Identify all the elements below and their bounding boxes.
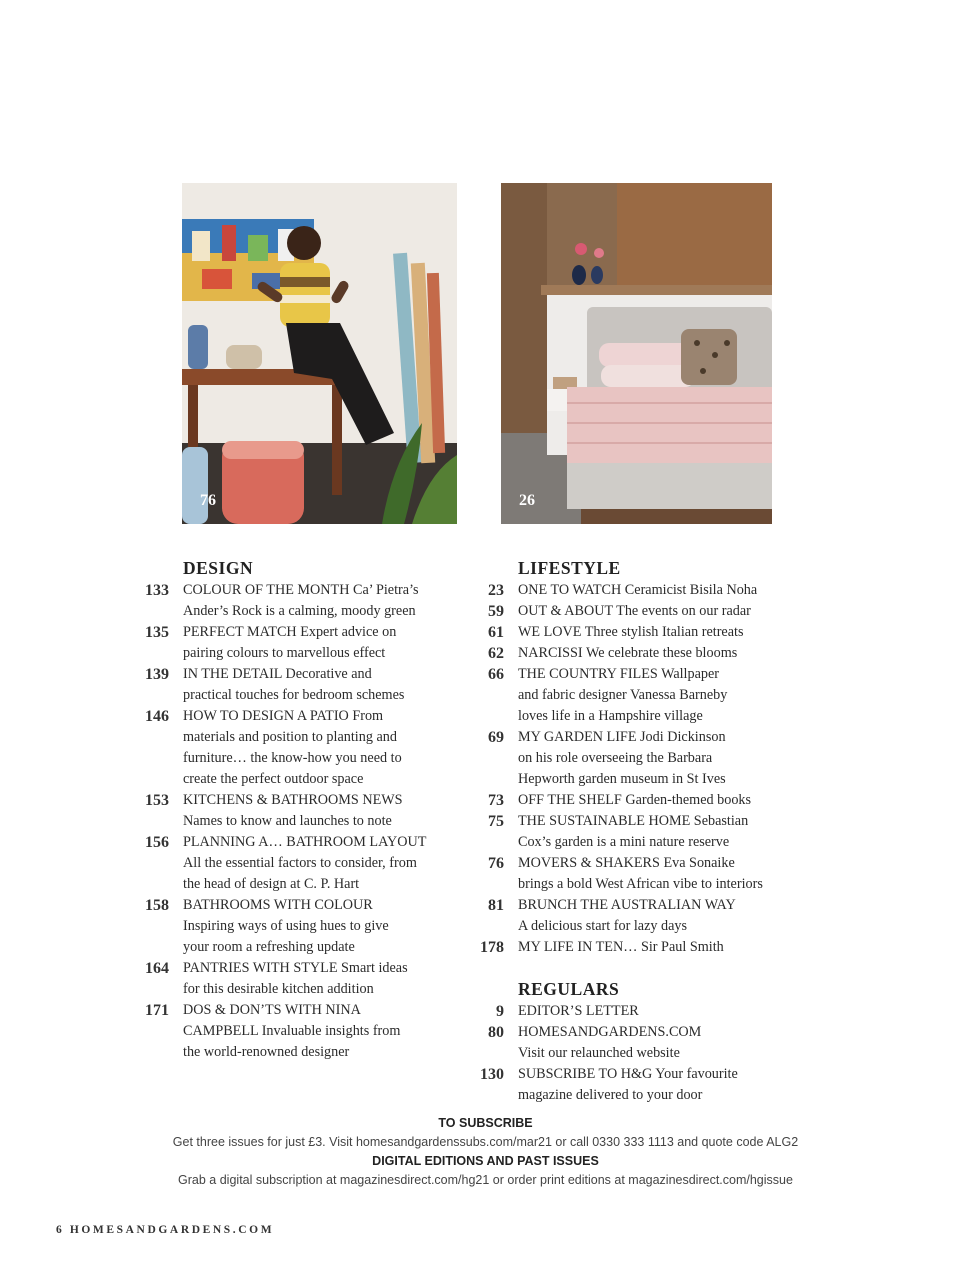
entry-page-number: 135 [145, 624, 169, 641]
subscribe-text[interactable]: Get three issues for just £3. Visit homesandgardenssubs.com/mar21 or call 0330 333 1113 and quote code ALG2 [172, 1135, 799, 1149]
entry-line: create the perfect outdoor space [183, 771, 364, 787]
contents-entry[interactable] [470, 790, 790, 811]
entry-page-number: 130 [480, 1066, 504, 1083]
contents-entry[interactable] [470, 664, 790, 727]
entry-page-number: 61 [488, 624, 504, 641]
contents-entry[interactable] [135, 1000, 465, 1063]
entry-page-number: 76 [488, 855, 504, 872]
feature-photo-bedroom[interactable] [501, 183, 772, 524]
contents-entry[interactable] [470, 1001, 790, 1022]
entry-line: EDITOR’S LETTER [518, 1003, 639, 1019]
entry-line: MOVERS & SHAKERS Eva Sonaike [518, 855, 735, 871]
contents-entry[interactable] [470, 853, 790, 895]
entry-description [183, 958, 465, 1000]
entry-description [183, 664, 465, 706]
entry-line: KITCHENS & BATHROOMS NEWS [183, 792, 403, 808]
entry-description [518, 643, 790, 664]
entry-page-number: 133 [145, 582, 169, 599]
photo-page-number: 26 [519, 492, 535, 509]
entry-line: CAMPBELL Invaluable insights from [183, 1023, 401, 1039]
entry-page-number: 156 [145, 834, 169, 851]
entry-line: PERFECT MATCH Expert advice on [183, 624, 397, 640]
entry-line: brings a bold West African vibe to interiors [518, 876, 763, 892]
entry-line: Inspiring ways of using hues to give [183, 918, 389, 934]
entry-description [518, 937, 790, 958]
entry-line: IN THE DETAIL Decorative and [183, 666, 372, 682]
entry-line: SUBSCRIBE TO H&G Your favourite [518, 1066, 738, 1082]
entry-line: OFF THE SHELF Garden-themed books [518, 792, 752, 808]
entry-line: Hepworth garden museum in St Ives [518, 771, 726, 787]
entry-description [518, 580, 790, 601]
contents-entry[interactable] [135, 706, 465, 790]
entry-description [183, 895, 465, 958]
entry-line: A delicious start for lazy days [518, 918, 688, 934]
entry-page-number: 158 [145, 897, 169, 914]
entry-line: BRUNCH THE AUSTRALIAN WAY [518, 897, 736, 913]
entry-description [518, 1064, 790, 1106]
entry-description [518, 811, 790, 853]
entry-description [183, 1000, 465, 1063]
contents-entry[interactable] [135, 580, 465, 622]
photo-page-number: 76 [200, 492, 216, 509]
design-heading: DESIGN [183, 558, 254, 578]
contents-entry[interactable] [135, 664, 465, 706]
contents-entry[interactable] [470, 601, 790, 622]
entry-page-number: 69 [488, 729, 504, 746]
designer-photo-illustration [182, 183, 457, 524]
site-name[interactable]: HOMESANDGARDENS.COM [69, 1224, 275, 1236]
entry-page-number: 62 [488, 645, 504, 662]
entry-description [518, 790, 790, 811]
entry-description [518, 622, 790, 643]
contents-entry[interactable] [470, 643, 790, 664]
contents-entry[interactable] [135, 790, 465, 832]
entry-line: PANTRIES WITH STYLE Smart ideas [183, 960, 408, 976]
entry-page-number: 139 [145, 666, 169, 683]
contents-entry[interactable] [135, 832, 465, 895]
entry-line: on his role overseeing the Barbara [518, 750, 713, 766]
entry-line: loves life in a Hampshire village [518, 708, 703, 724]
entry-description [183, 622, 465, 664]
entry-line: HOMESANDGARDENS.COM [518, 1024, 702, 1040]
design-section [135, 556, 465, 1063]
entry-line: Cox’s garden is a mini nature reserve [518, 834, 730, 850]
entry-page-number: 9 [496, 1003, 504, 1020]
bedroom-photo-illustration [501, 183, 772, 524]
entry-page-number: 153 [145, 792, 169, 809]
entry-page-number: 81 [488, 897, 504, 914]
contents-entry[interactable] [470, 1022, 790, 1064]
digital-editions-heading: DIGITAL EDITIONS AND PAST ISSUES [372, 1154, 599, 1168]
entry-line: Names to know and launches to note [183, 813, 392, 829]
entry-line: and fabric designer Vanessa Barneby [518, 687, 728, 703]
contents-entry[interactable] [470, 1064, 790, 1106]
digital-editions-text[interactable]: Grab a digital subscription at magazinesdirect.com/hg21 or order print editions at magazinesdirect.com/hgissue [178, 1173, 793, 1187]
entry-page-number: 171 [145, 1002, 169, 1019]
regulars-section [470, 977, 790, 1106]
contents-entry[interactable] [470, 727, 790, 790]
entry-page-number: 23 [488, 582, 504, 599]
feature-photo-designer[interactable] [182, 183, 457, 524]
regulars-heading: REGULARS [518, 979, 620, 999]
entry-description [183, 580, 465, 622]
entry-description [518, 1022, 790, 1064]
entry-page-number: 178 [480, 939, 504, 956]
entry-description [518, 664, 790, 727]
entry-description [183, 832, 465, 895]
subscribe-heading: TO SUBSCRIBE [438, 1116, 533, 1130]
entry-line: the world-renowned designer [183, 1044, 350, 1060]
entry-line: WE LOVE Three stylish Italian retreats [518, 624, 744, 640]
entry-line: your room a refreshing update [183, 939, 355, 955]
contents-entry[interactable] [470, 811, 790, 853]
entry-description [518, 1001, 790, 1022]
entry-line: for this desirable kitchen addition [183, 981, 374, 997]
entry-line: DOS & DON’TS WITH NINA [183, 1002, 361, 1018]
entry-line: Visit our relaunched website [518, 1045, 680, 1061]
entry-line: THE COUNTRY FILES Wallpaper [518, 666, 720, 682]
page-number: 6 [56, 1224, 65, 1236]
entry-description [518, 727, 790, 790]
subscription-footer [0, 1114, 971, 1190]
entry-line: All the essential factors to consider, from [183, 855, 417, 871]
entry-line: furniture… the know-how you need to [183, 750, 402, 766]
entry-page-number: 66 [488, 666, 504, 683]
entry-page-number: 164 [145, 960, 169, 977]
entry-line: Ander’s Rock is a calming, moody green [183, 603, 416, 619]
entry-line: MY GARDEN LIFE Jodi Dickinson [518, 729, 726, 745]
entry-line: OUT & ABOUT The events on our radar [518, 603, 751, 619]
page-footer [56, 1224, 274, 1236]
entry-line: ONE TO WATCH Ceramicist Bisila Noha [518, 582, 758, 598]
entry-description [183, 790, 465, 832]
entry-page-number: 146 [145, 708, 169, 725]
entry-line: materials and position to planting and [183, 729, 397, 745]
entry-page-number: 73 [488, 792, 504, 809]
entry-description [183, 706, 465, 790]
contents-entry[interactable] [135, 622, 465, 664]
contents-entry[interactable] [470, 937, 790, 958]
contents-entry[interactable] [470, 580, 790, 601]
entry-line: HOW TO DESIGN A PATIO From [183, 708, 384, 724]
contents-entry[interactable] [470, 895, 790, 937]
entry-description [518, 895, 790, 937]
contents-entry[interactable] [135, 958, 465, 1000]
entry-description [518, 601, 790, 622]
entry-page-number: 80 [488, 1024, 504, 1041]
entry-line: BATHROOMS WITH COLOUR [183, 897, 373, 913]
entry-page-number: 59 [488, 603, 504, 620]
entry-line: COLOUR OF THE MONTH Ca’ Pietra’s [183, 582, 419, 598]
contents-entry[interactable] [470, 622, 790, 643]
entry-line: NARCISSI We celebrate these blooms [518, 645, 738, 661]
entry-line: THE SUSTAINABLE HOME Sebastian [518, 813, 749, 829]
entry-line: magazine delivered to your door [518, 1087, 703, 1103]
entry-line: practical touches for bedroom schemes [183, 687, 405, 703]
entry-description [518, 853, 790, 895]
contents-entry[interactable] [135, 895, 465, 958]
entry-page-number: 75 [488, 813, 504, 830]
entry-line: the head of design at C. P. Hart [183, 876, 360, 892]
entry-line: MY LIFE IN TEN… Sir Paul Smith [518, 939, 724, 955]
lifestyle-heading: LIFESTYLE [518, 558, 621, 578]
entry-line: PLANNING A… BATHROOM LAYOUT [183, 834, 427, 850]
lifestyle-section [470, 556, 790, 958]
entry-line: pairing colours to marvellous effect [183, 645, 386, 661]
